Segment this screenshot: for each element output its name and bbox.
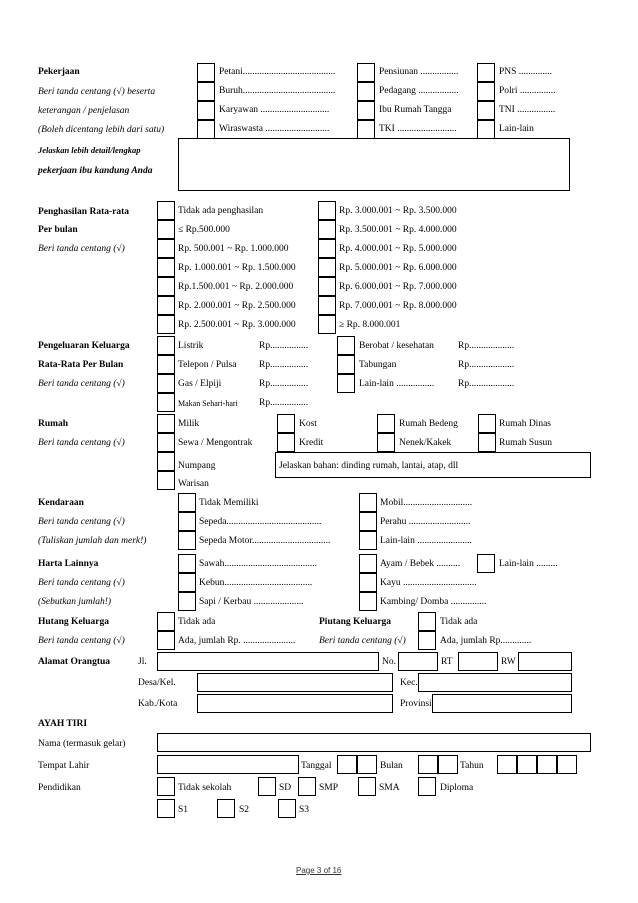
- option-label: Lain-lain ................: [359, 379, 435, 389]
- checkbox-tidak-sekolah[interactable]: [157, 777, 175, 796]
- checkbox-penghasilan[interactable]: [318, 296, 336, 315]
- checkbox-hutang-tidak[interactable]: [157, 612, 175, 631]
- checkbox-penghasilan[interactable]: [318, 201, 336, 220]
- option-label: Listrik: [178, 341, 204, 351]
- option-label: Tidak sekolah: [178, 783, 232, 793]
- tahun-field[interactable]: [557, 755, 577, 774]
- pekerjaan-title: Pekerjaan: [38, 67, 80, 77]
- ayah-title: AYAH TIRI: [38, 719, 88, 729]
- checkbox-kebun[interactable]: [178, 573, 196, 592]
- pekerjaan-note: keterangan / penjelasan: [38, 106, 130, 116]
- checkbox-ayam[interactable]: [359, 554, 377, 573]
- option-label: Karyawan .............................: [219, 105, 330, 115]
- option-label: PNS ..............: [499, 67, 553, 77]
- prov-label: Provinsi: [400, 699, 432, 709]
- checkbox-penghasilan[interactable]: [157, 277, 175, 296]
- checkbox-rumah-bedeng[interactable]: [377, 414, 395, 433]
- checkbox-penghasilan[interactable]: [157, 239, 175, 258]
- option-label: Tabungan: [359, 360, 397, 370]
- option-label: Mobil.............................: [380, 498, 473, 508]
- option-label: Pensiunan ................: [379, 67, 459, 77]
- checkbox-buruh[interactable]: [197, 82, 215, 101]
- rt-field[interactable]: [458, 652, 498, 671]
- page-number: Page 3 of 16: [296, 866, 342, 875]
- checkbox-pns[interactable]: [477, 63, 495, 82]
- option-label: Sawah.......................................: [199, 559, 317, 569]
- pekerjaan-note: (Boleh dicentang lebih dari satu): [38, 125, 165, 135]
- option-label: Sepeda Motor.................................: [199, 536, 331, 546]
- option-label: Rumah Dinas: [499, 419, 551, 429]
- bulan-field[interactable]: [438, 755, 458, 774]
- kec-label: Kec.: [400, 678, 418, 688]
- checkbox-penghasilan[interactable]: [318, 258, 336, 277]
- option-label: Rp. 4.000.001 ~ Rp. 5.000.000: [339, 244, 457, 254]
- harta-note: (Sebutkan jumlah!): [38, 597, 112, 607]
- piutang-note: Beri tanda centang (√): [319, 636, 406, 646]
- checkbox-sma[interactable]: [358, 777, 376, 796]
- option-label: Sewa / Mengontrak: [178, 438, 253, 448]
- penghasilan-title: Penghasilan Rata-rata: [38, 207, 130, 217]
- option-label: Lain-lain .........: [499, 559, 558, 569]
- option-label: Sepeda........................................: [199, 517, 322, 527]
- desa-field[interactable]: [197, 673, 393, 692]
- kec-field[interactable]: [418, 673, 572, 692]
- option-label: Wiraswasta ...........................: [219, 124, 330, 134]
- checkbox-s2[interactable]: [217, 799, 235, 818]
- rw-field[interactable]: [518, 652, 572, 671]
- checkbox-listrik[interactable]: [157, 336, 175, 355]
- option-label: Numpang: [178, 461, 216, 471]
- rw-label: RW: [501, 657, 516, 667]
- option-label: Telepon / Pulsa: [178, 360, 237, 370]
- checkbox-karyawan[interactable]: [197, 101, 215, 120]
- rumah-jelaskan-label: Jelaskan bahan: dinding rumah, lantai, atap, dll: [279, 461, 459, 471]
- bulan-field[interactable]: [418, 755, 438, 774]
- jl-label: Jl.: [138, 657, 147, 667]
- checkbox-kambing[interactable]: [359, 592, 377, 611]
- option-label: SD: [279, 783, 292, 793]
- option-label: Gas / Elpiji: [178, 379, 222, 389]
- harta-title: Harta Lainnya: [38, 559, 99, 569]
- pengeluaran-note: Beri tanda centang (√): [38, 379, 125, 389]
- option-label: SMP: [319, 783, 339, 793]
- checkbox-kost[interactable]: [277, 414, 295, 433]
- amount-field[interactable]: Rp...................: [458, 379, 515, 389]
- prov-field[interactable]: [432, 694, 572, 713]
- option-label: Milik: [178, 419, 200, 429]
- checkbox-sepeda-motor[interactable]: [178, 531, 196, 550]
- piutang-title: Piutang Keluarga: [319, 617, 392, 627]
- option-label: Rp. 6.000.001 ~ Rp. 7.000.000: [339, 282, 457, 292]
- checkbox-tni[interactable]: [477, 101, 495, 120]
- tanggal-field[interactable]: [337, 755, 357, 774]
- checkbox-milik[interactable]: [157, 414, 175, 433]
- checkbox-gas[interactable]: [157, 374, 175, 393]
- option-label: Rp. 500.001 ~ Rp. 1.000.000: [178, 244, 289, 254]
- option-label: Rumah Susun: [499, 438, 553, 448]
- tahun-label: Tahun: [460, 761, 484, 771]
- checkbox-penghasilan[interactable]: [318, 315, 336, 334]
- checkbox-sepeda[interactable]: [178, 512, 196, 531]
- checkbox-penghasilan[interactable]: [318, 239, 336, 258]
- pekerjaan-note: Beri tanda centang (√) beserta: [38, 87, 156, 97]
- option-label: Pedagang .................: [379, 86, 459, 96]
- option-label: Berobat / kesehatan: [359, 341, 434, 351]
- checkbox-penghasilan[interactable]: [157, 315, 175, 334]
- kendaraan-note: Beri tanda centang (√): [38, 517, 125, 527]
- option-label: Rp. 2.500.001 ~ Rp. 3.000.000: [178, 320, 296, 330]
- option-label: Rp. 3.000.001 ~ Rp. 3.500.000: [339, 206, 457, 216]
- tahun-field[interactable]: [537, 755, 557, 774]
- tanggal-label: Tanggal: [301, 761, 332, 771]
- tahun-field[interactable]: [517, 755, 537, 774]
- checkbox-polri[interactable]: [477, 82, 495, 101]
- option-label: Kost: [299, 419, 317, 429]
- tahun-field[interactable]: [497, 755, 517, 774]
- penghasilan-title: Per bulan: [38, 225, 78, 235]
- option-label: Makan Sehari-hari: [178, 399, 238, 408]
- option-label: Tidak ada: [178, 617, 216, 627]
- desa-label: Desa/Kel.: [138, 678, 176, 688]
- option-label: Kebun.....................................: [199, 578, 313, 588]
- option-label: Kredit: [299, 438, 324, 448]
- option-label: Tidak Memiliki: [199, 498, 259, 508]
- checkbox-kayu[interactable]: [359, 573, 377, 592]
- option-label: Ibu Rumah Tangga: [379, 105, 452, 115]
- option-label: Rp. 1.000.001 ~ Rp. 1.500.000: [178, 263, 296, 273]
- amount-field[interactable]: Rp................: [259, 341, 309, 351]
- checkbox-nenek-kakek[interactable]: [377, 433, 395, 452]
- no-label: No.: [382, 657, 396, 667]
- option-label: Warisan: [178, 479, 209, 489]
- detail-label: Jelaskan lebih detail/lengkap: [38, 145, 141, 155]
- rt-label: RT: [441, 657, 453, 667]
- option-label: Lain-lain .......................: [380, 536, 472, 546]
- checkbox-sewa[interactable]: [157, 433, 175, 452]
- checkbox-makan[interactable]: [157, 393, 175, 412]
- checkbox-piutang-ada[interactable]: [418, 631, 436, 650]
- checkbox-penghasilan[interactable]: [157, 201, 175, 220]
- checkbox-lain-lain[interactable]: [477, 120, 495, 139]
- amount-field[interactable]: Rp...................: [458, 360, 515, 370]
- option-label: S2: [239, 805, 250, 815]
- penghasilan-note: Beri tanda centang (√): [38, 244, 125, 254]
- amount-field[interactable]: Rp................: [259, 360, 309, 370]
- option-label: Nenek/Kakek: [399, 438, 452, 448]
- checkbox-tidak-memiliki[interactable]: [178, 493, 196, 512]
- checkbox-s3[interactable]: [278, 799, 296, 818]
- option-label: S3: [299, 805, 310, 815]
- option-label: Tidak ada penghasilan: [178, 206, 264, 216]
- harta-note: Beri tanda centang (√): [38, 578, 125, 588]
- checkbox-tki[interactable]: [357, 120, 375, 139]
- amount-field[interactable]: Rp................: [259, 379, 309, 389]
- checkbox-smp[interactable]: [298, 777, 316, 796]
- option-label: Perahu ..........................: [380, 517, 471, 527]
- option-label: ≤ Rp.500.000: [178, 225, 230, 235]
- tempat-field[interactable]: [157, 755, 299, 774]
- tanggal-field[interactable]: [357, 755, 377, 774]
- detail-label: pekerjaan ibu kandung Anda: [38, 166, 153, 176]
- checkbox-s1[interactable]: [157, 799, 175, 818]
- checkbox-piutang-tidak[interactable]: [418, 612, 436, 631]
- kendaraan-title: Kendaraan: [38, 498, 84, 508]
- checkbox-lain-lain[interactable]: [337, 374, 355, 393]
- checkbox-lain-lain[interactable]: [359, 531, 377, 550]
- checkbox-penghasilan[interactable]: [318, 220, 336, 239]
- checkbox-petani[interactable]: [197, 63, 215, 82]
- checkbox-penghasilan[interactable]: [157, 296, 175, 315]
- checkbox-warisan[interactable]: [157, 471, 175, 490]
- alamat-title: Alamat Orangtua: [38, 657, 111, 667]
- nama-label: Nama (termasuk gelar): [38, 739, 126, 749]
- pendidikan-label: Pendidikan: [38, 783, 81, 793]
- checkbox-penghasilan[interactable]: [318, 277, 336, 296]
- option-label: SMA: [379, 783, 400, 793]
- checkbox-lain-lain[interactable]: [477, 554, 495, 573]
- option-label: S1: [178, 805, 189, 815]
- option-label: Tidak ada: [440, 617, 478, 627]
- checkbox-sd[interactable]: [258, 777, 276, 796]
- option-label: Sapi / Kerbau .....................: [199, 597, 304, 607]
- pekerjaan-detail-field[interactable]: [178, 138, 570, 191]
- option-label: TNI ................: [499, 105, 556, 115]
- checkbox-telepon[interactable]: [157, 355, 175, 374]
- option-label: Polri ...............: [499, 86, 556, 96]
- checkbox-mobil[interactable]: [359, 493, 377, 512]
- nama-field[interactable]: [157, 733, 591, 752]
- option-label: Ada, jumlah Rp.............: [440, 636, 532, 646]
- pengeluaran-title: Rata-Rata Per Bulan: [38, 360, 124, 370]
- option-label: Ada, jumlah Rp. ......................: [178, 636, 296, 646]
- checkbox-pedagang[interactable]: [357, 82, 375, 101]
- kab-label: Kab./Kota: [138, 699, 178, 709]
- hutang-title: Hutang Keluarga: [38, 617, 109, 627]
- option-label: Diploma: [440, 783, 474, 793]
- option-label: Kayu ...............................: [380, 578, 477, 588]
- checkbox-sawah[interactable]: [178, 554, 196, 573]
- option-label: Rp. 2.000.001 ~ Rp. 2.500.000: [178, 301, 296, 311]
- checkbox-sapi[interactable]: [178, 592, 196, 611]
- option-label: ≥ Rp. 8.000.001: [339, 320, 401, 330]
- option-label: Buruh.......................................: [219, 86, 336, 96]
- checkbox-diploma[interactable]: [418, 777, 436, 796]
- option-label: Rp. 3.500.001 ~ Rp. 4.000.000: [339, 225, 457, 235]
- option-label: TKI .........................: [379, 124, 457, 134]
- checkbox-numpang[interactable]: [157, 452, 175, 471]
- checkbox-hutang-ada[interactable]: [157, 631, 175, 650]
- checkbox-pensiunan[interactable]: [357, 63, 375, 82]
- option-label: Lain-lain: [499, 124, 534, 134]
- option-label: Ayam / Bebek ..........: [380, 559, 461, 569]
- rumah-note: Beri tanda centang (√): [38, 438, 125, 448]
- option-label: Rp. 7.000.001 ~ Rp. 8.000.000: [339, 301, 457, 311]
- checkbox-penghasilan[interactable]: [157, 220, 175, 239]
- checkbox-penghasilan[interactable]: [157, 258, 175, 277]
- checkbox-kredit[interactable]: [277, 433, 295, 452]
- option-label: Kambing/ Domba ...............: [380, 597, 487, 607]
- no-field[interactable]: [398, 652, 438, 671]
- checkbox-wiraswasta[interactable]: [197, 120, 215, 139]
- option-label: Rumah Bedeng: [399, 419, 458, 429]
- checkbox-rumah-susun[interactable]: [478, 433, 496, 452]
- amount-field[interactable]: Rp................: [259, 398, 309, 408]
- tempat-label: Tempat Lahir: [38, 761, 90, 771]
- jl-field[interactable]: [157, 652, 379, 671]
- kab-field[interactable]: [197, 694, 393, 713]
- rumah-title: Rumah: [38, 419, 69, 429]
- checkbox-tabungan[interactable]: [337, 355, 355, 374]
- checkbox-perahu[interactable]: [359, 512, 377, 531]
- checkbox-berobat[interactable]: [337, 336, 355, 355]
- pengeluaran-title: Pengeluaran Keluarga: [38, 341, 130, 351]
- option-label: Petani.......................................: [219, 67, 336, 77]
- kendaraan-note: (Tuliskan jumlah dan merk!): [38, 536, 147, 546]
- option-label: Rp. 5.000.001 ~ Rp. 6.000.000: [339, 263, 457, 273]
- checkbox-rumah-dinas[interactable]: [478, 414, 496, 433]
- bulan-label: Bulan: [380, 761, 403, 771]
- option-label: Rp.1.500.001 ~ Rp. 2.000.000: [178, 282, 294, 292]
- checkbox-ibu-rumah-tangga[interactable]: [357, 101, 375, 120]
- amount-field[interactable]: Rp...................: [458, 341, 515, 351]
- hutang-note: Beri tanda centang (√): [38, 636, 125, 646]
